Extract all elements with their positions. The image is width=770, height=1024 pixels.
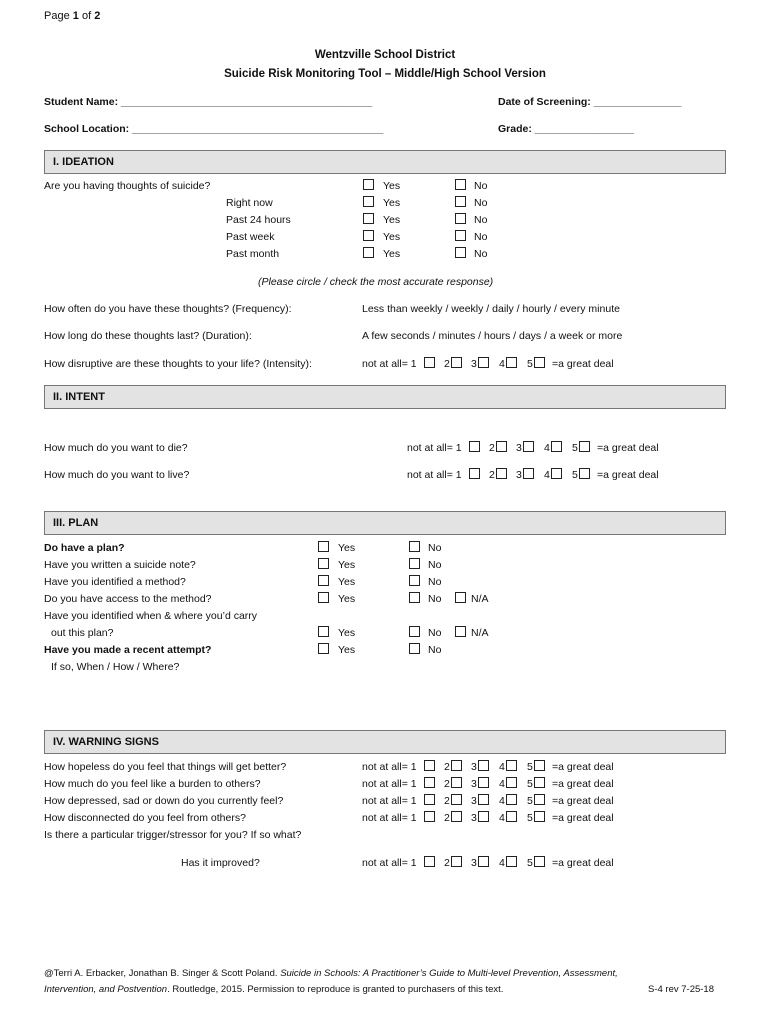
method-no-checkbox[interactable] [409,575,420,586]
no-label: No [474,197,488,209]
scale-4-checkbox[interactable] [506,811,517,822]
disconnected-scale [362,812,662,826]
scale-5-checkbox[interactable] [534,856,545,867]
grade-field[interactable]: Grade: _________________ [498,123,635,135]
scale-5-checkbox[interactable] [534,777,545,788]
plan-question-access: Do you have access to the method? [44,593,212,605]
scale-3-checkbox[interactable] [523,441,534,452]
section-plan-title: III. PLAN [53,517,99,529]
date-of-screening-field[interactable]: Date of Screening: _______________ [498,96,682,108]
footer-citation-line-2 [44,984,503,995]
scale-4-label: 4 [544,469,550,481]
scale-low-label: not at all= 1 [362,812,417,824]
scale-4-checkbox[interactable] [506,760,517,771]
scale-1-checkbox[interactable] [424,856,435,867]
frequency-question: How often do you have these thoughts? (Frequency): [44,303,292,315]
yes-label: Yes [338,593,356,605]
ideation-row-24-hours: Past 24 hours [226,214,291,226]
plan-question-method: Have you identified a method? [44,576,186,588]
scale-3-checkbox[interactable] [478,760,489,771]
scale-4-label: 4 [499,761,505,773]
scale-2-checkbox[interactable] [451,811,462,822]
scale-5-checkbox[interactable] [534,760,545,771]
scale-4-checkbox[interactable] [506,794,517,805]
warning-question-disconnected: How disconnected do you feel from others? [44,812,246,824]
method-yes-checkbox[interactable] [318,575,329,586]
scale-5-checkbox[interactable] [579,441,590,452]
scale-high-label: =a great deal [552,358,614,370]
scale-5-label: 5 [572,469,578,481]
scale-4-checkbox[interactable] [506,777,517,788]
form-title: Suicide Risk Monitoring Tool – Middle/High School Version [224,68,546,80]
school-location-field[interactable]: School Location: ___________________________________________ [44,123,384,135]
plan-question-details: If so, When / How / Where? [51,661,180,673]
past-week-no-checkbox[interactable] [455,230,466,241]
warning-question-hopeless: How hopeless do you feel that things will get better? [44,761,287,773]
warning-question-improved: Has it improved? [181,857,260,869]
yes-label: Yes [383,180,401,192]
scale-2-checkbox[interactable] [451,794,462,805]
live-scale [407,469,707,483]
note-yes-checkbox[interactable] [318,558,329,569]
note-no-checkbox[interactable] [409,558,420,569]
section-intent-header [44,385,726,409]
warning-question-depressed: How depressed, sad or down do you currently feel? [44,795,284,807]
ideation-row-right-now: Right now [226,197,273,209]
scale-low-label: not at all= 1 [362,761,417,773]
scale-high-label: =a great deal [552,812,614,824]
scale-3-label: 3 [471,358,477,370]
scale-2-checkbox[interactable] [496,441,507,452]
warning-question-burden: How much do you feel like a burden to others? [44,778,261,790]
footer-book-title-cont: Intervention, and Postvention [44,984,168,995]
scale-1-checkbox[interactable] [424,811,435,822]
section-warning-header [44,730,726,754]
plan-question-when-where: Have you identified when & where you’d carry [44,610,258,622]
no-label: No [474,180,488,192]
warning-question-trigger: Is there a particular trigger/stressor for you? If so what? [44,829,302,841]
section-warning-title: IV. WARNING SIGNS [53,736,159,748]
attempt-no-checkbox[interactable] [409,643,420,654]
scale-2-label: 2 [444,778,450,790]
no-label: No [428,542,442,554]
no-label: No [474,214,488,226]
student-name-field[interactable]: Student Name: ___________________________________________ [44,96,373,108]
scale-5-label: 5 [527,761,533,773]
scale-3-label: 3 [471,778,477,790]
scale-1-checkbox[interactable] [424,760,435,771]
page-label: Page [44,10,70,22]
scale-2-label: 2 [444,812,450,824]
scale-high-label: =a great deal [552,795,614,807]
yes-label: Yes [338,559,356,571]
instruction-text: (Please circle / check the most accurate response) [258,276,494,288]
scale-3-label: 3 [471,812,477,824]
scale-1-checkbox[interactable] [469,468,480,479]
access-na-checkbox[interactable] [455,592,466,603]
scale-5-checkbox[interactable] [534,357,545,368]
section-ideation-title: I. IDEATION [53,156,114,168]
section-ideation-header [44,150,726,174]
yes-label: Yes [383,248,401,260]
scale-2-label: 2 [444,857,450,869]
hopeless-scale [362,761,662,775]
scale-high-label: =a great deal [552,857,614,869]
when-where-yes-checkbox[interactable] [318,626,329,637]
scale-2-label: 2 [489,442,495,454]
ideation-row-past-week: Past week [226,231,275,243]
yes-label: Yes [383,197,401,209]
when-where-no-checkbox[interactable] [409,626,420,637]
scale-5-checkbox[interactable] [579,468,590,479]
attempt-yes-checkbox[interactable] [318,643,329,654]
scale-4-checkbox[interactable] [551,441,562,452]
scale-high-label: =a great deal [552,778,614,790]
page-total: 2 [94,10,101,22]
past-month-no-checkbox[interactable] [455,247,466,258]
past-week-yes-checkbox[interactable] [363,230,374,241]
scale-4-label: 4 [499,812,505,824]
scale-4-label: 4 [499,857,505,869]
intent-question-die: How much do you want to die? [44,442,188,454]
page-current: 1 [72,10,79,22]
no-label: No [428,627,442,639]
footer-citation-line-1 [44,968,618,979]
plan-question-note: Have you written a suicide note? [44,559,196,571]
scale-low-label: not at all= 1 [407,469,462,481]
scale-4-checkbox[interactable] [506,357,517,368]
scale-3-label: 3 [471,795,477,807]
scale-low-label: not at all= 1 [362,358,417,370]
scale-5-label: 5 [527,795,533,807]
past-month-yes-checkbox[interactable] [363,247,374,258]
scale-low-label: not at all= 1 [362,778,417,790]
scale-4-label: 4 [499,795,505,807]
scale-4-label: 4 [499,778,505,790]
plan-question-attempt: Have you made a recent attempt? [44,644,212,656]
right-now-yes-checkbox[interactable] [363,196,374,207]
scale-3-label: 3 [471,857,477,869]
scale-5-label: 5 [527,358,533,370]
right-now-no-checkbox[interactable] [455,196,466,207]
have-plan-no-checkbox[interactable] [409,541,420,552]
scale-3-checkbox[interactable] [478,811,489,822]
no-label: No [474,248,488,260]
scale-4-label: 4 [544,442,550,454]
intensity-scale [362,358,662,372]
scale-3-label: 3 [471,761,477,773]
duration-question: How long do these thoughts last? (Duration): [44,330,252,342]
page-indicator [44,10,100,22]
no-label: No [474,231,488,243]
no-label: No [428,559,442,571]
have-plan-yes-checkbox[interactable] [318,541,329,552]
burden-scale [362,778,662,792]
scale-low-label: not at all= 1 [362,795,417,807]
na-label: N/A [471,627,489,639]
scale-1-checkbox[interactable] [424,777,435,788]
scale-low-label: not at all= 1 [407,442,462,454]
scale-4-label: 4 [499,358,505,370]
scale-high-label: =a great deal [597,442,659,454]
scale-3-label: 3 [516,469,522,481]
ideation-row-past-month: Past month [226,248,280,260]
access-no-checkbox[interactable] [409,592,420,603]
access-yes-checkbox[interactable] [318,592,329,603]
scale-2-label: 2 [489,469,495,481]
scale-high-label: =a great deal [597,469,659,481]
ideation-question-thoughts: Are you having thoughts of suicide? [44,180,211,192]
improved-scale [362,857,662,871]
scale-4-checkbox[interactable] [506,856,517,867]
scale-2-checkbox[interactable] [451,777,462,788]
district-name: Wentzville School District [314,49,456,61]
yes-label: Yes [383,214,401,226]
scale-2-checkbox[interactable] [451,357,462,368]
scale-5-checkbox[interactable] [534,794,545,805]
scale-5-label: 5 [527,812,533,824]
intent-question-live: How much do you want to live? [44,469,190,481]
scale-2-label: 2 [444,358,450,370]
scale-3-label: 3 [516,442,522,454]
scale-3-checkbox[interactable] [478,856,489,867]
plan-question-have-plan: Do have a plan? [44,542,125,554]
thoughts-yes-checkbox[interactable] [363,179,374,190]
yes-label: Yes [383,231,401,243]
yes-label: Yes [338,644,356,656]
footer-book-title: Suicide in Schools: A Practitioner’s Guide to Multi-level Prevention, Assessment, [280,968,618,979]
scale-2-label: 2 [444,795,450,807]
thoughts-no-checkbox[interactable] [455,179,466,190]
depressed-scale [362,795,662,809]
die-scale [407,442,707,456]
na-label: N/A [471,593,489,605]
yes-label: Yes [338,627,356,639]
scale-5-checkbox[interactable] [534,811,545,822]
scale-2-checkbox[interactable] [496,468,507,479]
footer-publisher: . Routledge, 2015. Permission to reproduce is granted to purchasers of this text. [167,984,504,995]
frequency-options[interactable]: Less than weekly / weekly / daily / hourly / every minute [362,303,620,315]
scale-3-checkbox[interactable] [478,794,489,805]
page-of: of [81,10,92,22]
plan-question-when-where-cont: out this plan? [51,627,114,639]
duration-options[interactable]: A few seconds / minutes / hours / days / a week or more [362,330,623,342]
scale-2-checkbox[interactable] [451,760,462,771]
footer-authors: @Terri A. Erbacker, Jonathan B. Singer & Scott Poland. [44,968,281,979]
scale-low-label: not at all= 1 [362,857,417,869]
scale-5-label: 5 [527,778,533,790]
past-24-hours-no-checkbox[interactable] [455,213,466,224]
no-label: No [428,576,442,588]
no-label: No [428,644,442,656]
scale-4-checkbox[interactable] [551,468,562,479]
scale-1-checkbox[interactable] [424,357,435,368]
scale-3-checkbox[interactable] [478,777,489,788]
past-24-hours-yes-checkbox[interactable] [363,213,374,224]
scale-3-checkbox[interactable] [523,468,534,479]
no-label: No [428,593,442,605]
scale-high-label: =a great deal [552,761,614,773]
scale-1-checkbox[interactable] [469,441,480,452]
scale-3-checkbox[interactable] [478,357,489,368]
yes-label: Yes [338,576,356,588]
scale-5-label: 5 [527,857,533,869]
scale-2-label: 2 [444,761,450,773]
yes-label: Yes [338,542,356,554]
scale-5-label: 5 [572,442,578,454]
section-intent-title: II. INTENT [53,391,105,403]
when-where-na-checkbox[interactable] [455,626,466,637]
intensity-question: How disruptive are these thoughts to your life? (Intensity): [44,358,312,370]
section-plan-header [44,511,726,535]
scale-2-checkbox[interactable] [451,856,462,867]
scale-1-checkbox[interactable] [424,794,435,805]
footer-form-code: S-4 rev 7-25-18 [648,984,715,995]
